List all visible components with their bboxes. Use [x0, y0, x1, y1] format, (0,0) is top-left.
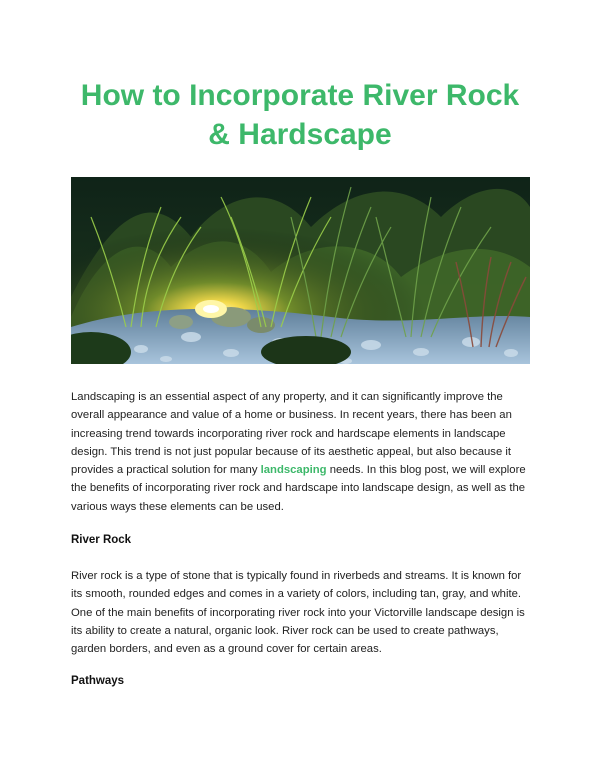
title-line-1: How to Incorporate River Rock	[80, 79, 520, 112]
intro-text-after-link: needs. In this blog post, we will explore the benefits of incorporating river rock and hardscape into landscape design, as well as the various ways these elements can be used.	[71, 464, 526, 513]
landscaping-link[interactable]: landscaping	[260, 464, 327, 477]
article-title	[40, 76, 560, 154]
section-heading-river-rock: River Rock	[71, 534, 132, 546]
intro-paragraph	[71, 388, 533, 516]
hero-garden-illustration	[71, 177, 530, 364]
hero-image	[71, 177, 530, 364]
river-rock-paragraph: River rock is a type of stone that is typically found in riverbeds and streams. It is known for its smooth, rounded edges and comes in a variety of colors, including tan, gray, and white. One of the main benefits of incorporating river rock into your Victorville landscape design is its ability to create a natural, organic look. River rock can be used to create pathways, garden borders, and even as a ground cover for certain areas.	[71, 570, 525, 656]
section-heading-pathways: Pathways	[71, 675, 125, 687]
title-line-2: & Hardscape	[208, 118, 392, 151]
intro-text-before-link: Landscaping is an essential aspect of any property, and it can significantly improve the overall appearance and value of a home or business. In recent years, there has been an increasing trend towards incorporating river rock and hardscape elements in landscape design. This trend is not just popular because of its aesthetic appeal, but also because it provides a practical solution for many	[71, 391, 512, 477]
